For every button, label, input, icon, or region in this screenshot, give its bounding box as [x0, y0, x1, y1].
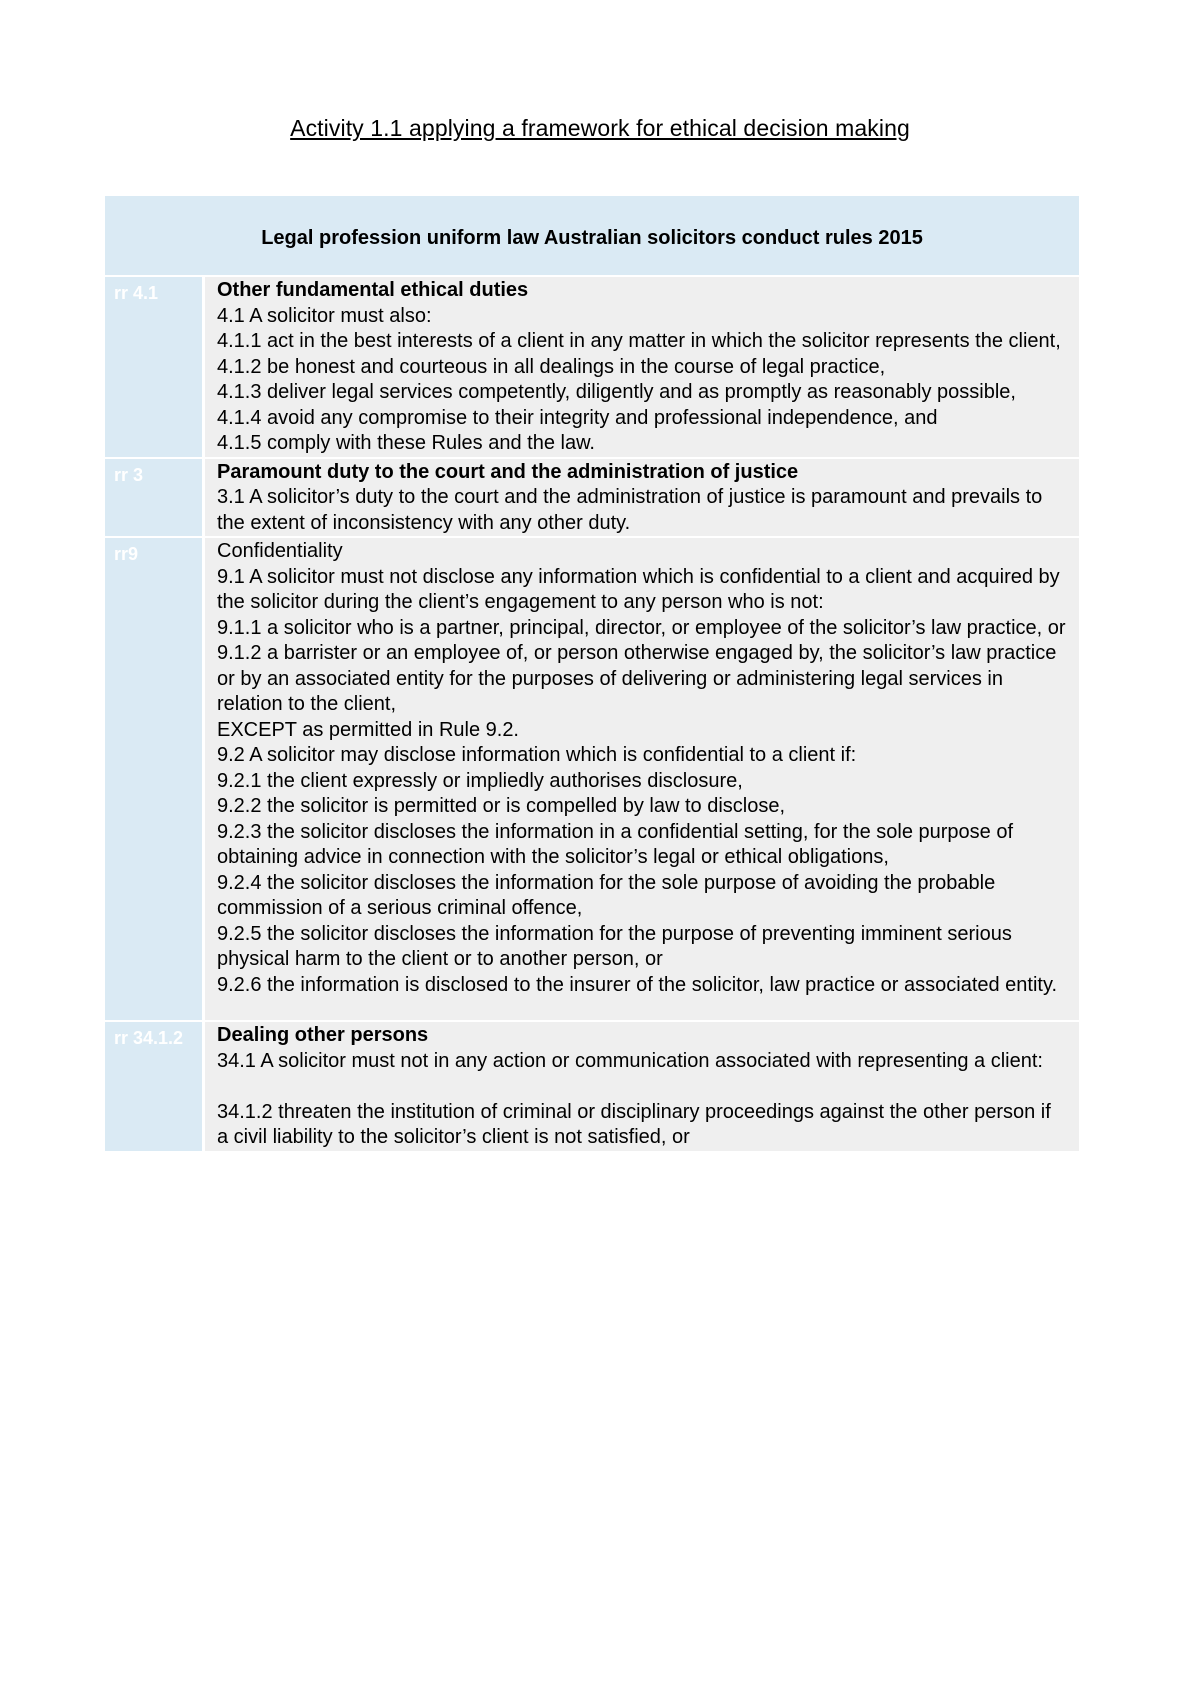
rule-body — [205, 538, 1079, 1022]
rule-line: 9.2 A solicitor may disclose information which is confidential to a client if: — [217, 744, 857, 766]
rule-heading: Paramount duty to the court and the administration of justice — [217, 460, 799, 483]
rule-line: 4.1 A solicitor must also: — [217, 304, 432, 327]
rule-line: 9.1 A solicitor must not disclose any information which is confidential to a client and acquired by the solicitor during the client’s engagement to any person who is not: — [217, 565, 1060, 613]
rules-table — [105, 196, 1079, 1153]
rule-line: 3.1 A solicitor’s duty to the court and the administration of justice is paramount and prevails to the extent of inconsistency with any other duty. — [217, 486, 1043, 534]
table-row — [105, 538, 1079, 1022]
rule-line: 9.1.1 a solicitor who is a partner, principal, director, or employee of the solicitor’s law practice, or — [217, 616, 1066, 639]
rule-line: 9.2.1 the client expressly or impliedly authorises disclosure, — [217, 769, 743, 792]
table-row — [105, 1022, 1079, 1153]
rule-line: 4.1.2 be honest and courteous in all dealings in the course of legal practice, — [217, 355, 886, 378]
rule-ref: rr 4.1 — [105, 277, 205, 459]
spacer — [217, 1074, 1067, 1100]
rule-line: 9.1.2 a barrister or an employee of, or person otherwise engaged by, the solicitor’s law practice or by an associated entity for the purposes of delivering or administering legal services in relation to the client, — [217, 642, 1057, 715]
rule-heading: Confidentiality — [217, 540, 343, 562]
rule-line: 4.1.1 act in the best interests of a client in any matter in which the solicitor represents the client, — [217, 330, 1061, 352]
rule-ref: rr9 — [105, 538, 205, 1022]
rule-body — [205, 277, 1079, 459]
table-row — [105, 277, 1079, 459]
rule-heading: Other fundamental ethical duties — [217, 279, 529, 301]
rule-line: 34.1.2 threaten the institution of criminal or disciplinary proceedings against the other person if a civil liability to the solicitor’s client is not satisfied, or — [217, 1100, 1051, 1148]
rule-body — [205, 459, 1079, 539]
rule-ref: rr 3 — [105, 459, 205, 539]
table-heading: Legal profession uniform law Australian solicitors conduct rules 2015 — [105, 196, 1079, 277]
rule-line: 9.2.2 the solicitor is permitted or is compelled by law to disclose, — [217, 795, 786, 817]
rule-heading: Dealing other persons — [217, 1024, 429, 1046]
rule-line: 4.1.5 comply with these Rules and the law. — [217, 432, 595, 454]
rule-body — [205, 1022, 1079, 1153]
rule-line: 9.2.3 the solicitor discloses the information in a confidential setting, for the sole purpose of obtaining advice in connection with the solicitor’s legal or ethical obligations, — [217, 820, 1014, 868]
spacer — [217, 998, 1067, 1020]
table-row — [105, 459, 1079, 539]
rule-line: 4.1.4 avoid any compromise to their integrity and professional independence, and — [217, 406, 938, 429]
rule-line: EXCEPT as permitted in Rule 9.2. — [217, 718, 519, 741]
rule-line: 34.1 A solicitor must not in any action or communication associated with representing a client: — [217, 1049, 1043, 1072]
rule-ref: rr 34.1.2 — [105, 1022, 205, 1153]
table-header-row — [105, 196, 1079, 277]
rule-line: 9.2.4 the solicitor discloses the information for the sole purpose of avoiding the probable commission of a serious criminal offence, — [217, 871, 996, 919]
rule-line: 4.1.3 deliver legal services competently, diligently and as promptly as reasonably possible, — [217, 381, 1016, 403]
page-title: Activity 1.1 applying a framework for ethical decision making — [290, 115, 910, 141]
rule-line: 9.2.5 the solicitor discloses the information for the purpose of preventing imminent serious physical harm to the client or to another person, or — [217, 922, 1012, 970]
rule-line: 9.2.6 the information is disclosed to the insurer of the solicitor, law practice or associated entity. — [217, 973, 1058, 996]
